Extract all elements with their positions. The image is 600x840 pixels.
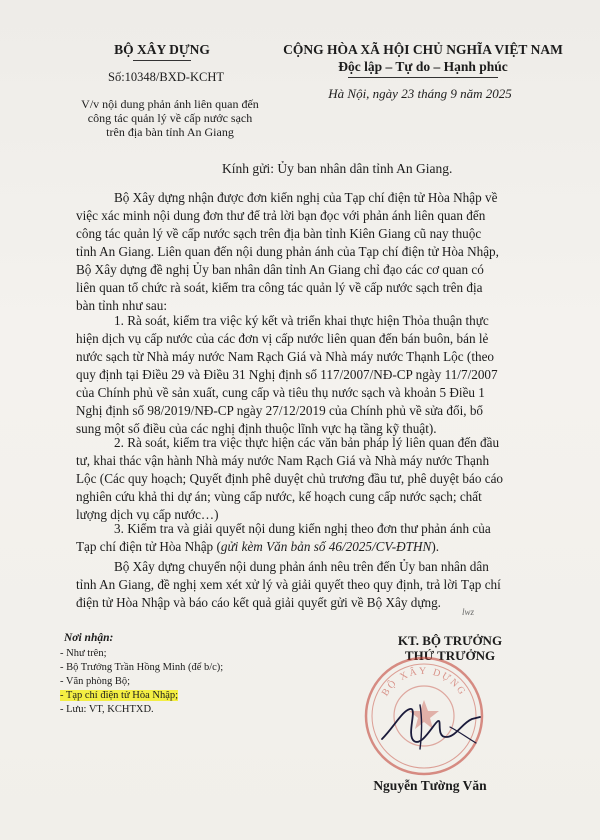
text-line: Bộ Xây dựng đề nghị Ủy ban nhân dân tỉnh An Giang chỉ đạo các cơ quan có (76, 262, 484, 277)
national-motto: Độc lập – Tự do – Hạnh phúc (338, 59, 508, 74)
recipient-item: - Văn phòng Bộ; (60, 676, 131, 687)
text-line: nước sạch từ Nhà máy nước Nam Rạch Giá và Nhà máy nước Thạnh Lộc (theo (76, 349, 495, 364)
seal-text: BỘ XÂY DỰNG (379, 665, 469, 699)
attachment-reference: gửi kèm Văn bản số 46/2025/CV-ĐTHN (220, 539, 432, 554)
text-line: việc xác minh nội dung đơn thư để trả lời bạn đọc với phản ánh liên quan đến (76, 208, 486, 223)
document-number: Số:10348/BXD-KCHT (108, 70, 224, 84)
motto-underline (348, 77, 498, 78)
margin-initial-mark: lwz (462, 607, 475, 617)
body-item-2 (76, 434, 546, 524)
text-line: 1. Rà soát, kiểm tra việc ký kết và triển khai thực hiện Thỏa thuận thực (114, 313, 489, 328)
text-line: bàn tỉnh như sau: (76, 298, 168, 313)
text-segment: ). (431, 539, 440, 554)
svg-text:BỘ XÂY DỰNG (380, 665, 468, 698)
document-date: Hà Nội, ngày 23 tháng 9 năm 2025 (328, 86, 512, 101)
text-line: Bộ Xây dựng nhận được đơn kiến nghị của Tạp chí điện tử Hòa Nhập về (114, 190, 498, 205)
text-line: nghiên cứu khả thi dự án; vùng cấp nước, kế hoạch cung cấp nước sạch; chất (76, 489, 482, 504)
subject-line: trên địa bàn tỉnh An Giang (106, 125, 234, 139)
ministry-underline (133, 60, 191, 61)
subject-line: công tác quản lý về cấp nước sạch (87, 111, 253, 125)
document-subject (70, 97, 270, 139)
text-line: điện tử Hòa Nhập và báo cáo kết quả giải quyết gửi về Bộ Xây dựng. (76, 595, 441, 610)
text-line: quy định tại Điều 29 và Điều 31 Nghị định số 117/2007/NĐ-CP ngày 11/7/2007 (76, 367, 498, 382)
handwritten-signature (376, 697, 486, 757)
text-line: tư, khai thác vận hành Nhà máy nước Nam Rạch Giá và Nhà máy nước Thạnh (76, 453, 490, 468)
addressee: Kính gửi: Ủy ban nhân dân tỉnh An Giang. (222, 161, 453, 176)
recipient-item: - Lưu: VT, KCHTXD. (60, 704, 154, 715)
body-item-1 (76, 312, 546, 438)
text-line: của Chính phủ về sản xuất, cung cấp và tiêu thụ nước sạch và khoản 5 Điều 1 (76, 385, 485, 400)
text-line (76, 538, 546, 556)
text-line: tỉnh An Giang. Liên quan đến nội dung phản ánh của Tạp chí điện tử Hòa Nhập, (76, 244, 499, 259)
recipient-item: - Như trên; (60, 648, 107, 659)
text-line: tỉnh An Giang, đề nghị xem xét xử lý và giải quyết theo quy định, trả lời Tạp chí (76, 577, 501, 592)
recipient-item: - Bộ Trưởng Trần Hồng Minh (để b/c); (60, 662, 224, 673)
text-line: sung một số điều của các nghị định thuộc lĩnh vực hạ tầng kỹ thuật). (76, 421, 437, 436)
body-paragraph-intro (76, 189, 546, 315)
text-line: Lộc (Các quy hoạch; Quyết định phê duyệt chủ trương đầu tư, phê duyệt báo cáo (76, 471, 504, 486)
body-paragraph-closing (76, 558, 546, 612)
signer-title: THỨ TRƯỞNG (404, 648, 496, 663)
signer-name: Nguyễn Tường Văn (373, 778, 487, 793)
text-line: Bộ Xây dựng chuyển nội dung phản ánh nêu trên đến Ủy ban nhân dân (114, 559, 489, 574)
text-line: Nghị định số 98/2019/NĐ-CP ngày 27/12/2019 của Chính phủ về sửa đổi, bổ (76, 403, 484, 418)
country-name: CỘNG HÒA XÃ HỘI CHỦ NGHĨA VIỆT NAM (283, 42, 563, 57)
recipients-title: Nơi nhận: (64, 632, 114, 644)
text-line: hiện dịch vụ cấp nước của các đơn vị cấp nước liên quan đến bán buôn, bán lẻ (76, 331, 489, 346)
text-line: công tác quản lý về cấp nước sạch trên địa bàn tỉnh Kiên Giang cũ nay thuộc (76, 226, 482, 241)
ministry-name: BỘ XÂY DỰNG (114, 42, 210, 57)
body-item-3 (76, 520, 546, 556)
recipient-item (60, 690, 178, 701)
text-line: lượng dịch vụ cấp nước…) (76, 507, 219, 522)
highlighted-recipient: - Tạp chí điện tử Hòa Nhập; (60, 690, 179, 701)
text-line: 3. Kiểm tra và giải quyết nội dung kiến nghị theo đơn thư phản ánh của (114, 521, 491, 536)
text-line: liên quan tổ chức rà soát, kiểm tra công tác quản lý về cấp nước sạch trên địa (76, 280, 483, 295)
signer-authority: KT. BỘ TRƯỞNG (397, 633, 503, 648)
text-segment: Tạp chí điện tử Hòa Nhập ( (76, 539, 221, 554)
text-line: 2. Rà soát, kiểm tra việc thực hiện các văn bản pháp lý liên quan đến đầu (114, 435, 500, 450)
subject-line: V/v nội dung phản ánh liên quan đến (81, 97, 259, 111)
